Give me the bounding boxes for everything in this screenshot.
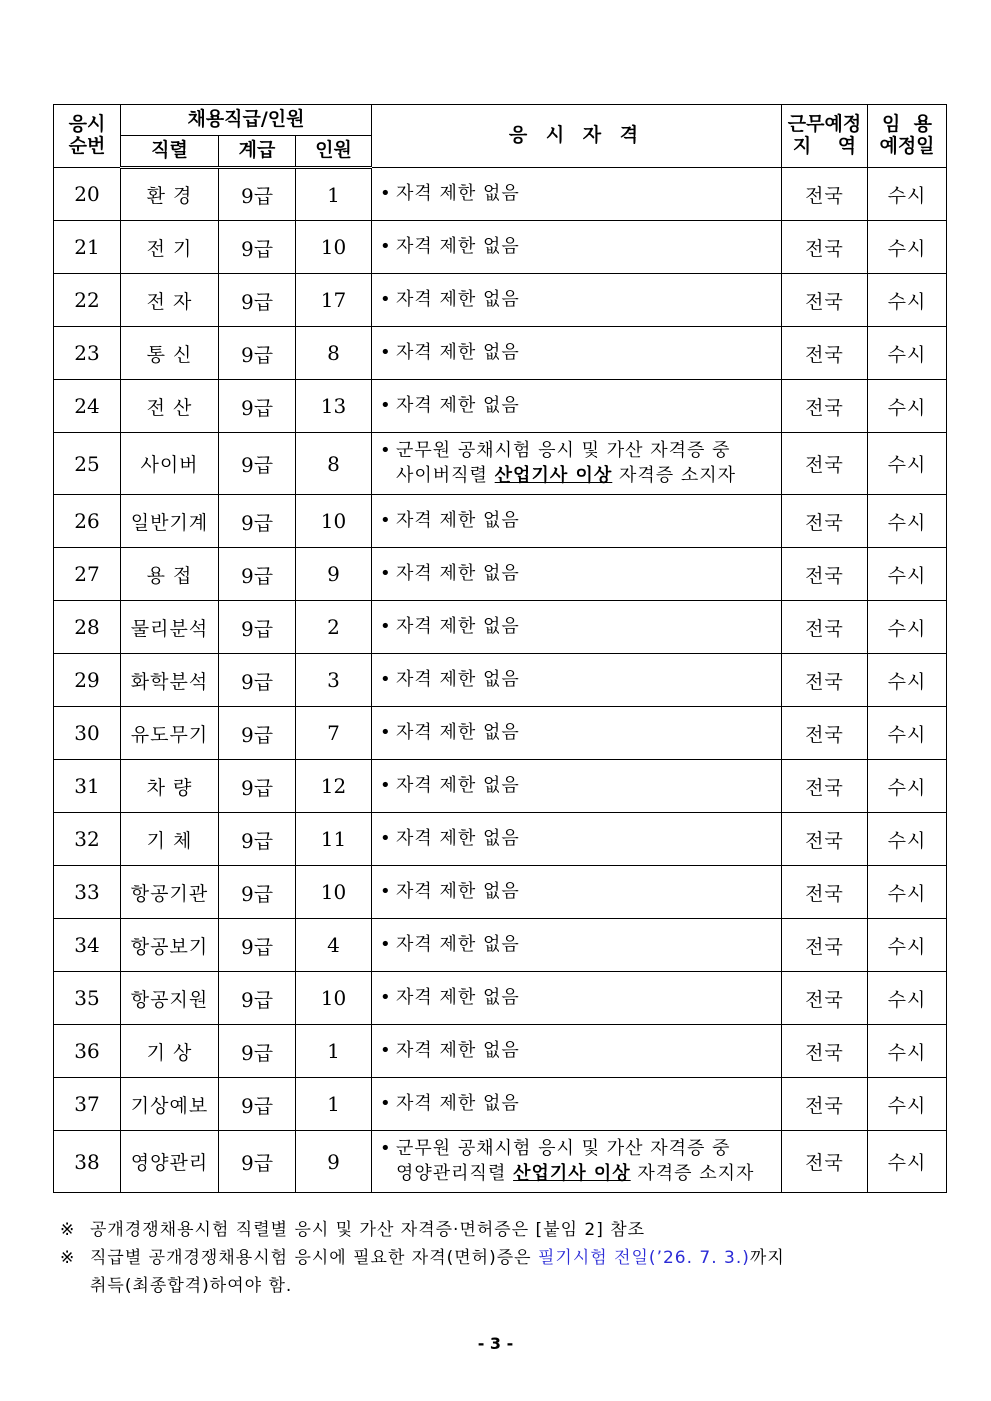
cell-region: 전국 [782,919,868,972]
cell-seq: 33 [54,866,121,919]
cell-grade: 9급 [219,866,296,919]
cell-seq: 36 [54,1025,121,1078]
header-qualification: 응 시 자 격 [372,105,782,168]
cell-date: 수시 [868,433,947,495]
cell-count: 10 [296,866,372,919]
cell-series: 유도무기 [121,707,219,760]
cell-seq: 38 [54,1131,121,1193]
bullet-icon: • [380,394,392,416]
cell-date: 수시 [868,221,947,274]
cell-date: 수시 [868,168,947,221]
cell-date: 수시 [868,548,947,601]
cell-qualification [372,548,782,601]
cell-seq: 25 [54,433,121,495]
table-row [54,168,947,221]
cell-date: 수시 [868,1131,947,1193]
qualification-text: 자격 제한 없음 [396,827,520,849]
cell-date: 수시 [868,760,947,813]
cell-qualification [372,866,782,919]
cell-seq: 35 [54,972,121,1025]
table-row [54,813,947,866]
cell-date: 수시 [868,972,947,1025]
cell-region: 전국 [782,760,868,813]
qualification-text: 자격 제한 없음 [396,774,520,796]
cell-count: 13 [296,380,372,433]
header-region: 근무예정 지 역 [782,105,868,168]
table-row [54,380,947,433]
cell-series: 기 상 [121,1025,219,1078]
note-mark: ※ [60,1220,76,1240]
qualification-text: 자격 제한 없음 [396,615,520,637]
table-body [54,168,947,1193]
table-row [54,760,947,813]
cell-grade: 9급 [219,707,296,760]
cell-seq: 23 [54,327,121,380]
cell-count: 9 [296,548,372,601]
cell-qualification [372,380,782,433]
cell-seq: 31 [54,760,121,813]
cell-count: 10 [296,221,372,274]
cell-region: 전국 [782,433,868,495]
cell-qualification [372,707,782,760]
cell-region: 전국 [782,1025,868,1078]
bullet-icon: • [380,721,392,743]
cell-date: 수시 [868,707,947,760]
cell-date: 수시 [868,1078,947,1131]
cell-count: 10 [296,972,372,1025]
cell-qualification [372,327,782,380]
cell-count: 10 [296,495,372,548]
bullet-icon: • [380,509,392,531]
qualification-text: 자격 제한 없음 [396,288,520,310]
cell-date: 수시 [868,274,947,327]
cell-region: 전국 [782,548,868,601]
cell-grade: 9급 [219,1078,296,1131]
table-row [54,274,947,327]
page-number: - 3 - [477,1334,514,1353]
recruitment-table [53,104,947,1193]
cell-series: 기 체 [121,813,219,866]
cell-count: 17 [296,274,372,327]
cell-region: 전국 [782,327,868,380]
header-date: 임 용 예정일 [868,105,947,168]
cell-grade: 9급 [219,274,296,327]
bullet-icon: • [380,774,392,796]
qualification-emphasis: 산업기사 이상 [513,1162,631,1184]
bullet-icon: • [380,668,392,690]
cell-seq: 28 [54,601,121,654]
cell-qualification [372,919,782,972]
table-row [54,866,947,919]
cell-grade: 9급 [219,1131,296,1193]
table-row [54,654,947,707]
cell-date: 수시 [868,601,947,654]
bullet-icon: • [380,288,392,310]
table-row [54,548,947,601]
note-2-text: 직급별 공개경쟁채용시험 응시에 필요한 자격(면허)증은 필기시험 전일(’26. 7. 3.)까지 취득(최종합격)하여야 함. [90,1248,785,1296]
table-row [54,433,947,495]
bullet-icon: • [380,562,392,584]
cell-grade: 9급 [219,495,296,548]
cell-qualification [372,760,782,813]
bullet-icon: • [380,1039,392,1061]
qualification-text: 자격 제한 없음 [396,880,520,902]
qualification-text: 자격 제한 없음 [396,182,520,204]
cell-region: 전국 [782,866,868,919]
table-row [54,601,947,654]
cell-series: 영양관리 [121,1131,219,1193]
cell-grade: 9급 [219,1025,296,1078]
table-row [54,1078,947,1131]
cell-qualification [372,221,782,274]
cell-region: 전국 [782,654,868,707]
cell-series: 차 량 [121,760,219,813]
cell-date: 수시 [868,813,947,866]
bullet-icon: • [380,827,392,849]
cell-count: 1 [296,1078,372,1131]
header-count: 인원 [296,136,372,168]
note-2 [60,1244,940,1300]
qualification-text: 자격 제한 없음 [396,235,520,257]
cell-region: 전국 [782,972,868,1025]
table-row [54,221,947,274]
table-row [54,972,947,1025]
cell-grade: 9급 [219,813,296,866]
cell-grade: 9급 [219,221,296,274]
cell-seq: 30 [54,707,121,760]
cell-qualification [372,654,782,707]
cell-seq: 21 [54,221,121,274]
notes [60,1216,940,1300]
cell-count: 1 [296,168,372,221]
qualification-text: 자격 제한 없음 [396,986,520,1008]
note-2-deadline: 필기시험 전일(’26. 7. 3.) [538,1248,750,1268]
cell-date: 수시 [868,1025,947,1078]
cell-qualification: • 군무원 공채시험 응시 및 가산 자격증 중 영양관리직렬 산업기사 이상 자격증 소지자 [372,1131,782,1193]
qualification-text: 군무원 공채시험 응시 및 가산 자격증 중 [396,440,731,462]
cell-count: 1 [296,1025,372,1078]
cell-qualification [372,813,782,866]
cell-series: 통 신 [121,327,219,380]
cell-date: 수시 [868,654,947,707]
cell-count: 3 [296,654,372,707]
cell-region: 전국 [782,601,868,654]
cell-seq: 37 [54,1078,121,1131]
cell-series: 용 접 [121,548,219,601]
cell-grade: 9급 [219,654,296,707]
bullet-icon: • [380,341,392,363]
cell-series: 전 기 [121,221,219,274]
cell-seq: 32 [54,813,121,866]
cell-date: 수시 [868,495,947,548]
header-grade: 계급 [219,136,296,168]
bullet-icon: • [380,440,392,462]
header-group: 채용직급/인원 [121,105,372,136]
cell-qualification [372,495,782,548]
cell-qualification [372,1078,782,1131]
cell-count: 2 [296,601,372,654]
cell-region: 전국 [782,380,868,433]
cell-grade: 9급 [219,972,296,1025]
cell-qualification [372,972,782,1025]
cell-date: 수시 [868,380,947,433]
table-row [54,327,947,380]
qualification-text: 자격 제한 없음 [396,933,520,955]
table-row [54,707,947,760]
table-row [54,495,947,548]
cell-qualification [372,168,782,221]
cell-series: 일반기계 [121,495,219,548]
cell-region: 전국 [782,168,868,221]
cell-count: 11 [296,813,372,866]
cell-date: 수시 [868,327,947,380]
qualification-emphasis: 산업기사 이상 [494,464,613,486]
table-row [54,919,947,972]
bullet-icon: • [380,933,392,955]
cell-series: 물리분석 [121,601,219,654]
table-row [54,1025,947,1078]
cell-region: 전국 [782,495,868,548]
bullet-icon: • [380,1138,392,1160]
cell-qualification [372,601,782,654]
cell-grade: 9급 [219,601,296,654]
cell-seq: 22 [54,274,121,327]
cell-region: 전국 [782,274,868,327]
qualification-text: 자격 제한 없음 [396,1039,520,1061]
header-series: 직렬 [121,136,219,168]
cell-count: 9 [296,1131,372,1193]
cell-seq: 29 [54,654,121,707]
qualification-text: 군무원 공채시험 응시 및 가산 자격증 중 [396,1138,731,1160]
bullet-icon: • [380,1092,392,1114]
cell-grade: 9급 [219,168,296,221]
cell-series: 항공보기 [121,919,219,972]
cell-seq: 34 [54,919,121,972]
cell-series: 환 경 [121,168,219,221]
cell-count: 8 [296,327,372,380]
cell-series: 항공지원 [121,972,219,1025]
cell-date: 수시 [868,866,947,919]
cell-region: 전국 [782,707,868,760]
bullet-icon: • [380,182,392,204]
qualification-text: 자격 제한 없음 [396,341,520,363]
cell-count: 7 [296,707,372,760]
cell-series: 화학분석 [121,654,219,707]
cell-seq: 20 [54,168,121,221]
cell-seq: 27 [54,548,121,601]
bullet-icon: • [380,235,392,257]
cell-region: 전국 [782,1078,868,1131]
cell-grade: 9급 [219,433,296,495]
cell-series: 사이버 [121,433,219,495]
cell-region: 전국 [782,813,868,866]
qualification-text: 자격 제한 없음 [396,509,520,531]
cell-qualification: • 군무원 공채시험 응시 및 가산 자격증 중 사이버직렬 산업기사 이상 자격증 소지자 [372,433,782,495]
table-row [54,1131,947,1193]
cell-count: 8 [296,433,372,495]
cell-seq: 24 [54,380,121,433]
qualification-text: 자격 제한 없음 [396,394,520,416]
cell-grade: 9급 [219,327,296,380]
cell-grade: 9급 [219,919,296,972]
cell-seq: 26 [54,495,121,548]
bullet-icon: • [380,615,392,637]
qualification-text: 자격 제한 없음 [396,668,520,690]
cell-grade: 9급 [219,760,296,813]
cell-count: 4 [296,919,372,972]
cell-series: 전 산 [121,380,219,433]
cell-qualification [372,274,782,327]
qualification-text: 자격 제한 없음 [396,721,520,743]
cell-region: 전국 [782,1131,868,1193]
qualification-text: 자격 제한 없음 [396,562,520,584]
cell-count: 12 [296,760,372,813]
note-1 [60,1216,940,1244]
cell-grade: 9급 [219,548,296,601]
bullet-icon: • [380,880,392,902]
cell-qualification [372,1025,782,1078]
note-mark: ※ [60,1248,76,1268]
bullet-icon: • [380,986,392,1008]
header-seq: 응시 순번 [54,105,121,168]
note-1-text: 공개경쟁채용시험 직렬별 응시 및 가산 자격증·면허증은 [붙임 2] 참조 [90,1220,646,1240]
cell-grade: 9급 [219,380,296,433]
cell-region: 전국 [782,221,868,274]
cell-series: 기상예보 [121,1078,219,1131]
cell-series: 전 자 [121,274,219,327]
cell-date: 수시 [868,919,947,972]
qualification-text: 자격 제한 없음 [396,1092,520,1114]
cell-series: 항공기관 [121,866,219,919]
